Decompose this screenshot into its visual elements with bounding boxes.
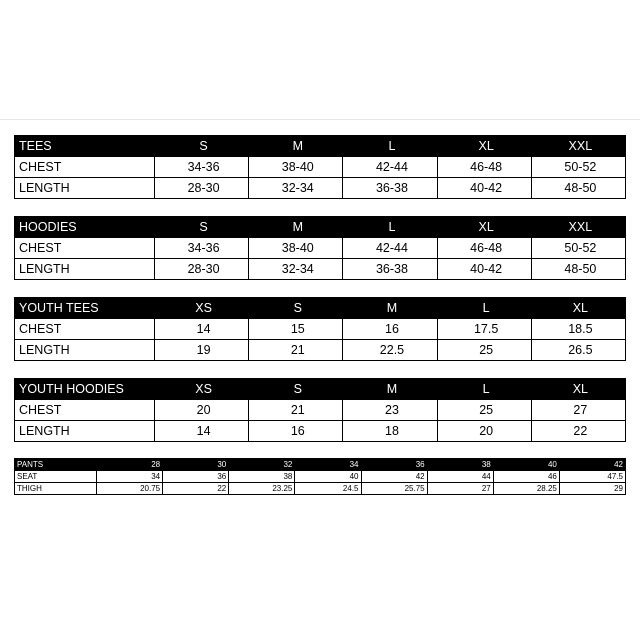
table-cell: 16 xyxy=(249,421,343,442)
row-label: LENGTH xyxy=(15,259,155,280)
table-cell: 20 xyxy=(437,421,531,442)
pants-size-table xyxy=(14,458,626,495)
size-header: XL xyxy=(531,298,625,319)
table-header-row xyxy=(15,379,626,400)
table-cell: 44 xyxy=(427,471,493,483)
table-title: HOODIES xyxy=(15,217,155,238)
table-cell: 48-50 xyxy=(531,259,625,280)
table-cell: 28-30 xyxy=(155,259,249,280)
table-cell: 22 xyxy=(531,421,625,442)
table-row xyxy=(15,400,626,421)
table-cell: 28-30 xyxy=(155,178,249,199)
table-cell: 47.5 xyxy=(559,471,625,483)
table-cell: 40-42 xyxy=(437,259,531,280)
table-title: TEES xyxy=(15,136,155,157)
table-cell: 19 xyxy=(155,340,249,361)
size-header: M xyxy=(343,379,437,400)
size-header: 28 xyxy=(97,459,163,471)
youth-tees-size-table xyxy=(14,297,626,361)
table-cell: 21 xyxy=(249,400,343,421)
table-cell: 42-44 xyxy=(343,238,437,259)
table-cell: 25 xyxy=(437,400,531,421)
row-label: CHEST xyxy=(15,319,155,340)
table-header-row xyxy=(15,298,626,319)
top-divider xyxy=(0,119,640,120)
table-cell: 26.5 xyxy=(531,340,625,361)
row-label: SEAT xyxy=(15,471,97,483)
table-cell: 18.5 xyxy=(531,319,625,340)
table-row xyxy=(15,157,626,178)
size-header: 38 xyxy=(427,459,493,471)
table-row xyxy=(15,238,626,259)
table-row xyxy=(15,178,626,199)
size-header: XS xyxy=(155,379,249,400)
table-cell: 34-36 xyxy=(155,157,249,178)
row-label: CHEST xyxy=(15,238,155,259)
table-cell: 38-40 xyxy=(249,238,343,259)
table-cell: 42 xyxy=(361,471,427,483)
table-cell: 32-34 xyxy=(249,259,343,280)
size-header: M xyxy=(249,217,343,238)
size-header: S xyxy=(249,298,343,319)
size-header: M xyxy=(343,298,437,319)
table-cell: 42-44 xyxy=(343,157,437,178)
size-header: XXL xyxy=(531,217,625,238)
table-cell: 14 xyxy=(155,319,249,340)
table-cell: 22.5 xyxy=(343,340,437,361)
table-cell: 20 xyxy=(155,400,249,421)
table-cell: 20.75 xyxy=(97,483,163,495)
size-header: XL xyxy=(531,379,625,400)
table-cell: 14 xyxy=(155,421,249,442)
table-cell: 50-52 xyxy=(531,238,625,259)
table-row xyxy=(15,483,626,495)
size-header: L xyxy=(343,136,437,157)
table-cell: 40 xyxy=(295,471,361,483)
size-header: S xyxy=(155,217,249,238)
table-cell: 38-40 xyxy=(249,157,343,178)
table-header-row xyxy=(15,136,626,157)
table-cell: 18 xyxy=(343,421,437,442)
table-cell: 23 xyxy=(343,400,437,421)
table-cell: 34-36 xyxy=(155,238,249,259)
table-cell: 36-38 xyxy=(343,178,437,199)
table-row xyxy=(15,319,626,340)
size-header: 36 xyxy=(361,459,427,471)
size-header: L xyxy=(343,217,437,238)
size-header: 34 xyxy=(295,459,361,471)
table-cell: 36 xyxy=(163,471,229,483)
table-cell: 48-50 xyxy=(531,178,625,199)
table-cell: 17.5 xyxy=(437,319,531,340)
table-cell: 23.25 xyxy=(229,483,295,495)
table-cell: 25 xyxy=(437,340,531,361)
size-header: XL xyxy=(437,217,531,238)
table-row xyxy=(15,340,626,361)
size-header: 32 xyxy=(229,459,295,471)
tees-size-table xyxy=(14,135,626,199)
row-label: THIGH xyxy=(15,483,97,495)
size-header: S xyxy=(249,379,343,400)
table-cell: 34 xyxy=(97,471,163,483)
table-cell: 46-48 xyxy=(437,157,531,178)
table-title: YOUTH HOODIES xyxy=(15,379,155,400)
table-title: YOUTH TEES xyxy=(15,298,155,319)
row-label: CHEST xyxy=(15,157,155,178)
size-header: L xyxy=(437,379,531,400)
size-header: M xyxy=(249,136,343,157)
table-header-row xyxy=(15,459,626,471)
row-label: LENGTH xyxy=(15,421,155,442)
table-title: PANTS xyxy=(15,459,97,471)
size-header: XL xyxy=(437,136,531,157)
table-cell: 29 xyxy=(559,483,625,495)
table-cell: 40-42 xyxy=(437,178,531,199)
size-header: XXL xyxy=(531,136,625,157)
table-cell: 46-48 xyxy=(437,238,531,259)
table-cell: 27 xyxy=(531,400,625,421)
table-cell: 32-34 xyxy=(249,178,343,199)
table-row xyxy=(15,471,626,483)
table-header-row xyxy=(15,217,626,238)
table-cell: 38 xyxy=(229,471,295,483)
size-header: XS xyxy=(155,298,249,319)
table-cell: 16 xyxy=(343,319,437,340)
table-cell: 27 xyxy=(427,483,493,495)
size-header: S xyxy=(155,136,249,157)
size-header: L xyxy=(437,298,531,319)
size-header: 40 xyxy=(493,459,559,471)
size-header: 42 xyxy=(559,459,625,471)
table-cell: 46 xyxy=(493,471,559,483)
hoodies-size-table xyxy=(14,216,626,280)
table-cell: 28.25 xyxy=(493,483,559,495)
table-cell: 15 xyxy=(249,319,343,340)
table-cell: 25.75 xyxy=(361,483,427,495)
row-label: CHEST xyxy=(15,400,155,421)
youth-hoodies-size-table xyxy=(14,378,626,442)
row-label: LENGTH xyxy=(15,340,155,361)
table-cell: 24.5 xyxy=(295,483,361,495)
table-cell: 22 xyxy=(163,483,229,495)
table-row xyxy=(15,421,626,442)
table-cell: 50-52 xyxy=(531,157,625,178)
table-cell: 36-38 xyxy=(343,259,437,280)
table-cell: 21 xyxy=(249,340,343,361)
table-row xyxy=(15,259,626,280)
size-header: 30 xyxy=(163,459,229,471)
row-label: LENGTH xyxy=(15,178,155,199)
